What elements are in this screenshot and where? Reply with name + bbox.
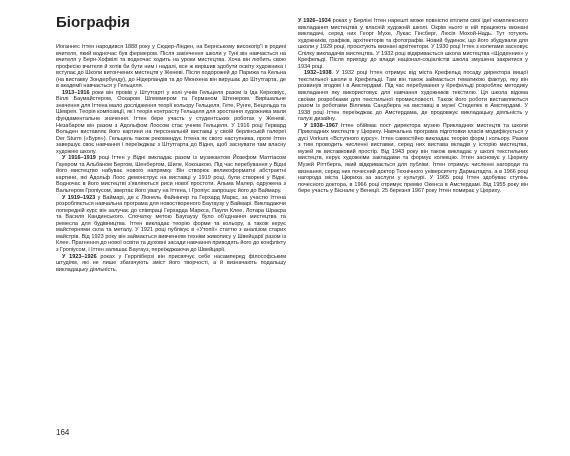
paragraph-lead: У 1916–1919	[62, 155, 96, 162]
paragraph-lead: У 1919–1923	[62, 194, 96, 201]
page-number: 164	[56, 428, 70, 437]
paragraph-lead: 1913–1916	[62, 89, 90, 96]
paragraph-lead: У 1923–1926	[62, 253, 97, 260]
page-title: Біографія	[56, 14, 130, 31]
paragraph	[56, 195, 286, 254]
paragraph-text: роки він провів у Штутгарті у колі учнів Гельцеля разом із Іда Керковіус, Віллі Баумайстером, Оскаром Шлеммером та Германом Штенером. Вирішальне значення для Іттена мало дослідження теорії кольору Гельцеля, Гете, Рунге, Бецольда та Шеврея. Теорія композиції, як і теорія контрасту Гельцеля для зростання художника мали фундаментальне значення. Іттен бере участь у студентських роботах у Женеві. Незабаром він разом з Адольфом Лоосом стає учнем Гельцеля. У 1916 році Гервард Вольден виставляє його картини на персональній виставці у своїй берлінській галереї Der Sturm («Буря»). Гельцель також рекомендує Іттена як свого наступника, проте Іттен завершує своє навчання і переїжджає з Штутгарта до Відня, щоб заснувати там власну художню школу.	[56, 89, 286, 155]
paragraph	[56, 155, 286, 194]
paragraph-text: році Іттен у Відні викладає разом із музикантом Йозефом Маттіасом Гауером та Альбаном Бергом, Шенбергом, Шиле, Кокошкою. Під час перебування у Відні його мистецтво набуває нового напрямку. Він створює великоформатні абстрактні картини, які Адольф Лоос демонструє на виставці у 1919 році, були створені у Відні. Водночас в його мистецтві з'являються риси нової простоти. Альма Малер, одружена з Вальтером Гропіусом, звертає його увагу на Іттена, і Гропіус запрошує його до Ваймару.	[56, 155, 286, 195]
paragraph-lead: У 1938–1967	[304, 122, 338, 129]
left-column	[56, 44, 286, 394]
paragraph-text: у Ваймарі, де є Ліонель Файнінгер та Герхард Маркс, за участю Іттена розробляється навчальна програма для новоствореного Баугаузу у Ваймарі. Викладаючи попередній курс він залучає до співпраці Герхарда Маркса, Пауля Клее, Лотара Шраєра та Василя Кандинського. Спочатку метою Баугаузу було об'єднання мистецтва та ремесла для будівництва. Іттен викладає теорію форми та кольору, а також керує майстернями скла та металу. У 1921 році публікує в «Утопії» статтю з аналізом старих майстрів. Від 1923 року він займається вивченням техніки живопису у Швейцарії разом із Клее. Прагнення до нової освіти та духовні засади навчання приводять його до конфлікту з Гропіусом, і Іттен залишає Баугауз, переїжджаючи до Швейцарії.	[56, 194, 286, 253]
paragraph	[298, 70, 528, 122]
paragraph-text: Іттен обіймає пост директора музею Прикладних мистецтв та школи Прикладних мистецтв у Цюриху. Навчальна програма підготовки класів модифікується у дусі Vorkurs «Вступного курсу». Іттен самостійно викладає теорію форм і кольору. Разом з тим проводить численні виставки, серед них вистава вкладів у історію мистецтва, музей як виставковий простір. Від 1943 року він також викладає у школі текстильних мистецтв, керує художніми закладами та формує колекцію. Іттен засновує у Цюриху Музей Ріттберга, який відкривається для публіки. Іттен отримує численні нагороди та визнання, серед них почесний доктор Технічного університету Дармштадта, а в 1966 році нагорода міста Цюриха за заслуги у культурі. У 1965 році Іттен здобуває ступінь почесного доктора, в 1966 році отримує премію Окенса в Амстердамі. Від 1955 року він бере участь у Бієнале у Венеції. 25 березня 1967 року Іттен помирає у Цюриху.	[298, 122, 528, 195]
paragraph-text: Йоганнес Іттен народився 1888 року у Сюдер-Лінден, на Бернському високогір'ї в родині вчителя, який водночас був фермером. Після закінчення школи у Туні він навчається на вчителя у Берн-Хофвілі та водночас ходить на уроки мистецтва. Хоча він любить свою професію вчителя й хотів би бути ним і надалі, все ж вирішив здобути освіту художника і вступає до Школи витончених мистецтв у Женеві. Після подорожей до Парижа та Кельна (на виставку Зондербунду), до Нідерландів та до Мюнхена він вирушає до Штутгарта, де в академії навчається у Гельцеля.	[56, 44, 286, 90]
paragraph	[298, 123, 528, 195]
right-column	[298, 18, 528, 408]
paragraph-text: роках у Берліні Іттен нарешті може повністю втілити свої ідеї комплексного викладання мистецтва у власній художній школі. Окрім нього в ній працюють визнані викладачі, серед них Георг Мухе, Лукас Гінсберг, Люсія Мохой-Надь. Тут готують художників, графіків, архітекторів та фотографів. Новий будинок, що його збудували для школи у 1929 році, проєктують визнані архітектори. У 1930 році Іттен з колегами засновує Спілку викладачів мистецтва. У 1932 році відкривається школа мистецтва «Щоденних» у Крефельді. Після приходу до влади націонал-соціалістів школа змушена закритися у 1934 році.	[298, 18, 528, 70]
paragraph-lead: 1932–1938	[304, 70, 332, 77]
paragraph-text: роках у Геррліберзі він присвячує себе насамперед філософським штудіям, які не лише збагачують зміст його творчості, а й визначають подальшу викладацьку діяльність.	[56, 253, 286, 273]
paragraph-text: . У 1932 році Іттен отримує від міста Крефельд посаду директора вищої текстильної школи в Крефельді. Там він також займається тематикою фактур, яку він розвинув згодом і в Амстердамі. Під час перебування у Крефельді розробляє методику викладання яку використовує для навчання художників текстилю. Ця школа відома своїми розробками для текстильної промисловості. Також його роботи виставляються разом із роботами Віллема Сандберга на виставці в музеї Стеделек в Амстердамі. У 1938 році Іттен переїжджає до Амстердама, де продовжує викладацьку діяльність у галузі дизайну.	[298, 70, 528, 123]
paragraph	[56, 90, 286, 155]
paragraph-lead: У 1926–1934	[298, 18, 331, 24]
paragraph	[56, 44, 286, 90]
paragraph	[298, 18, 528, 70]
paragraph	[56, 254, 286, 274]
